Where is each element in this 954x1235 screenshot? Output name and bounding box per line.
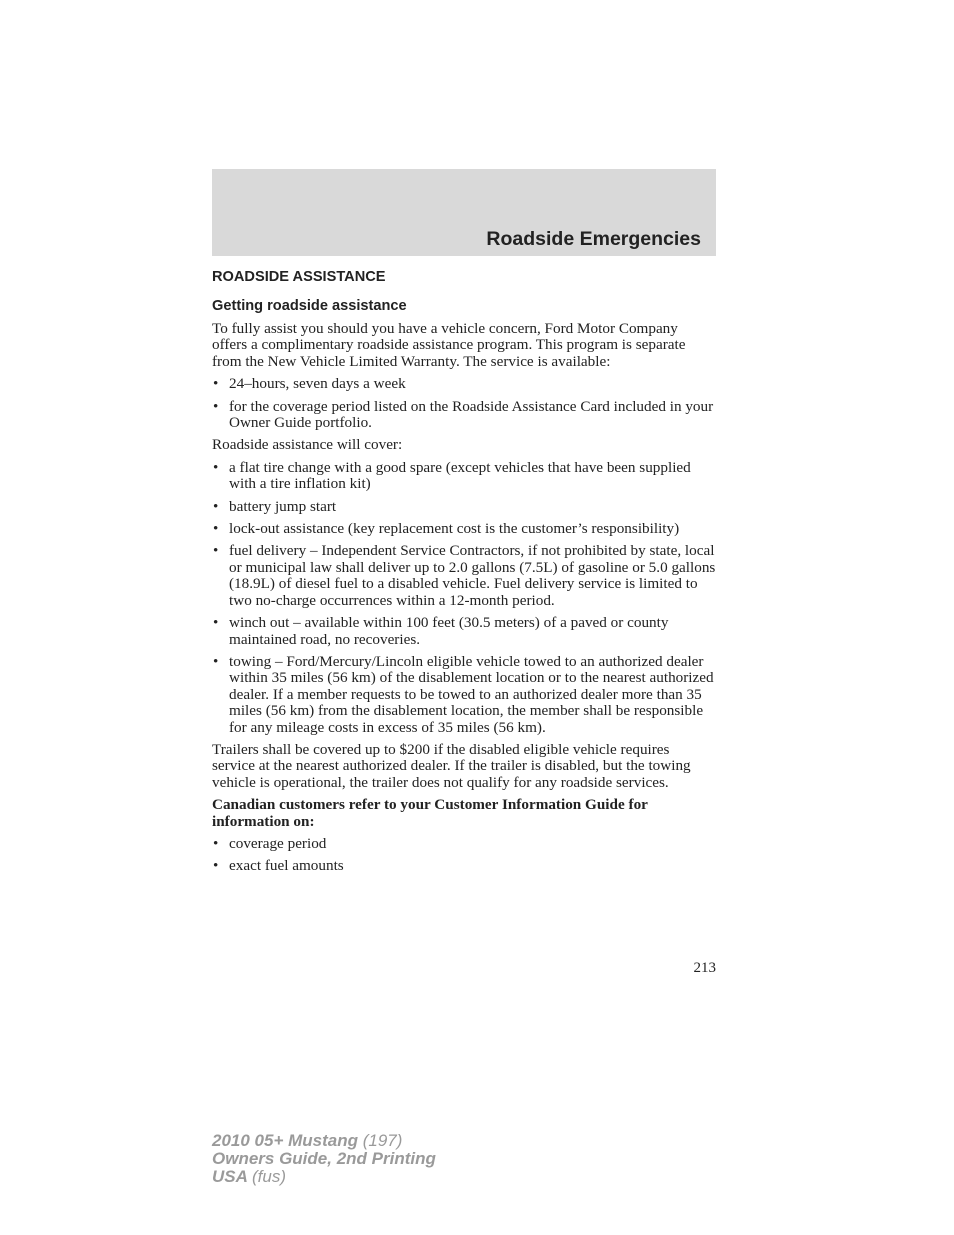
list-item: • lock-out assistance (key replacement cost is the customer’s responsibility) <box>212 521 716 537</box>
footer-line-printing: Owners Guide, 2nd Printing <box>212 1149 436 1168</box>
list-item: • a flat tire change with a good spare (except vehicles that have been supplied with a tire inflation kit) <box>212 460 716 493</box>
footer-imprint <box>212 1132 436 1186</box>
header-band <box>212 169 716 256</box>
footer-model: 2010 05+ Mustang <box>212 1131 358 1150</box>
list-item: • coverage period <box>212 836 716 852</box>
list-item: • battery jump start <box>212 499 716 515</box>
list-item: • towing – Ford/Mercury/Lincoln eligible vehicle towed to an authorized dealer within 35 miles (56 km) of the disablement location or to the nearest authorized dealer. If a member requests to be towed to an authorized dealer more than 35 miles (56 km) from the disablement location, the member shall be responsible for any mileage costs in excess of 35 miles (56 km). <box>212 654 716 736</box>
page-content <box>212 266 716 881</box>
cover-list <box>212 460 716 736</box>
subsection-title: Getting roadside assistance <box>212 298 407 314</box>
list-item: • fuel delivery – Independent Service Contractors, if not prohibited by state, local or municipal law shall deliver up to 2.0 gallons (7.5L) of gasoline or 5.0 gallons (18.9L) of diesel fuel to a disabled vehicle. Fuel delivery service is limited to two no-charge occurrences within a 12-month period. <box>212 543 716 609</box>
page-number: 213 <box>693 960 716 976</box>
intro-paragraph: To fully assist you should you have a vehicle concern, Ford Motor Company offers a complimentary roadside assistance program. This program is separate from the New Vehicle Limited Warranty. The service is available: <box>212 320 686 370</box>
canadian-list <box>212 836 716 875</box>
footer-market: USA <box>212 1167 248 1186</box>
availability-list <box>212 376 716 431</box>
list-item: • 24–hours, seven days a week <box>212 376 716 392</box>
footer-market-code: (fus) <box>252 1167 286 1186</box>
footer-model-code: (197) <box>362 1131 403 1150</box>
footer-line-market <box>212 1168 436 1186</box>
footer-line-model <box>212 1132 436 1150</box>
list-item: • for the coverage period listed on the Roadside Assistance Card included in your Owner Guide portfolio. <box>212 399 716 432</box>
list-item: • exact fuel amounts <box>212 858 716 874</box>
section-title: ROADSIDE ASSISTANCE <box>212 269 386 285</box>
trailers-paragraph: Trailers shall be covered up to $200 if the disabled eligible vehicle requires service at the nearest authorized dealer. If the trailer is disabled, but the towing vehicle is operational, the trailer does not qualify for any roadside services. <box>212 740 691 791</box>
list-item: • winch out – available within 100 feet (30.5 meters) of a paved or county maintained road, no recoveries. <box>212 615 716 648</box>
canadian-note: Canadian customers refer to your Customer Information Guide for information on: <box>212 796 648 830</box>
chapter-title: Roadside Emergencies <box>486 228 701 250</box>
cover-intro: Roadside assistance will cover: <box>212 436 403 454</box>
